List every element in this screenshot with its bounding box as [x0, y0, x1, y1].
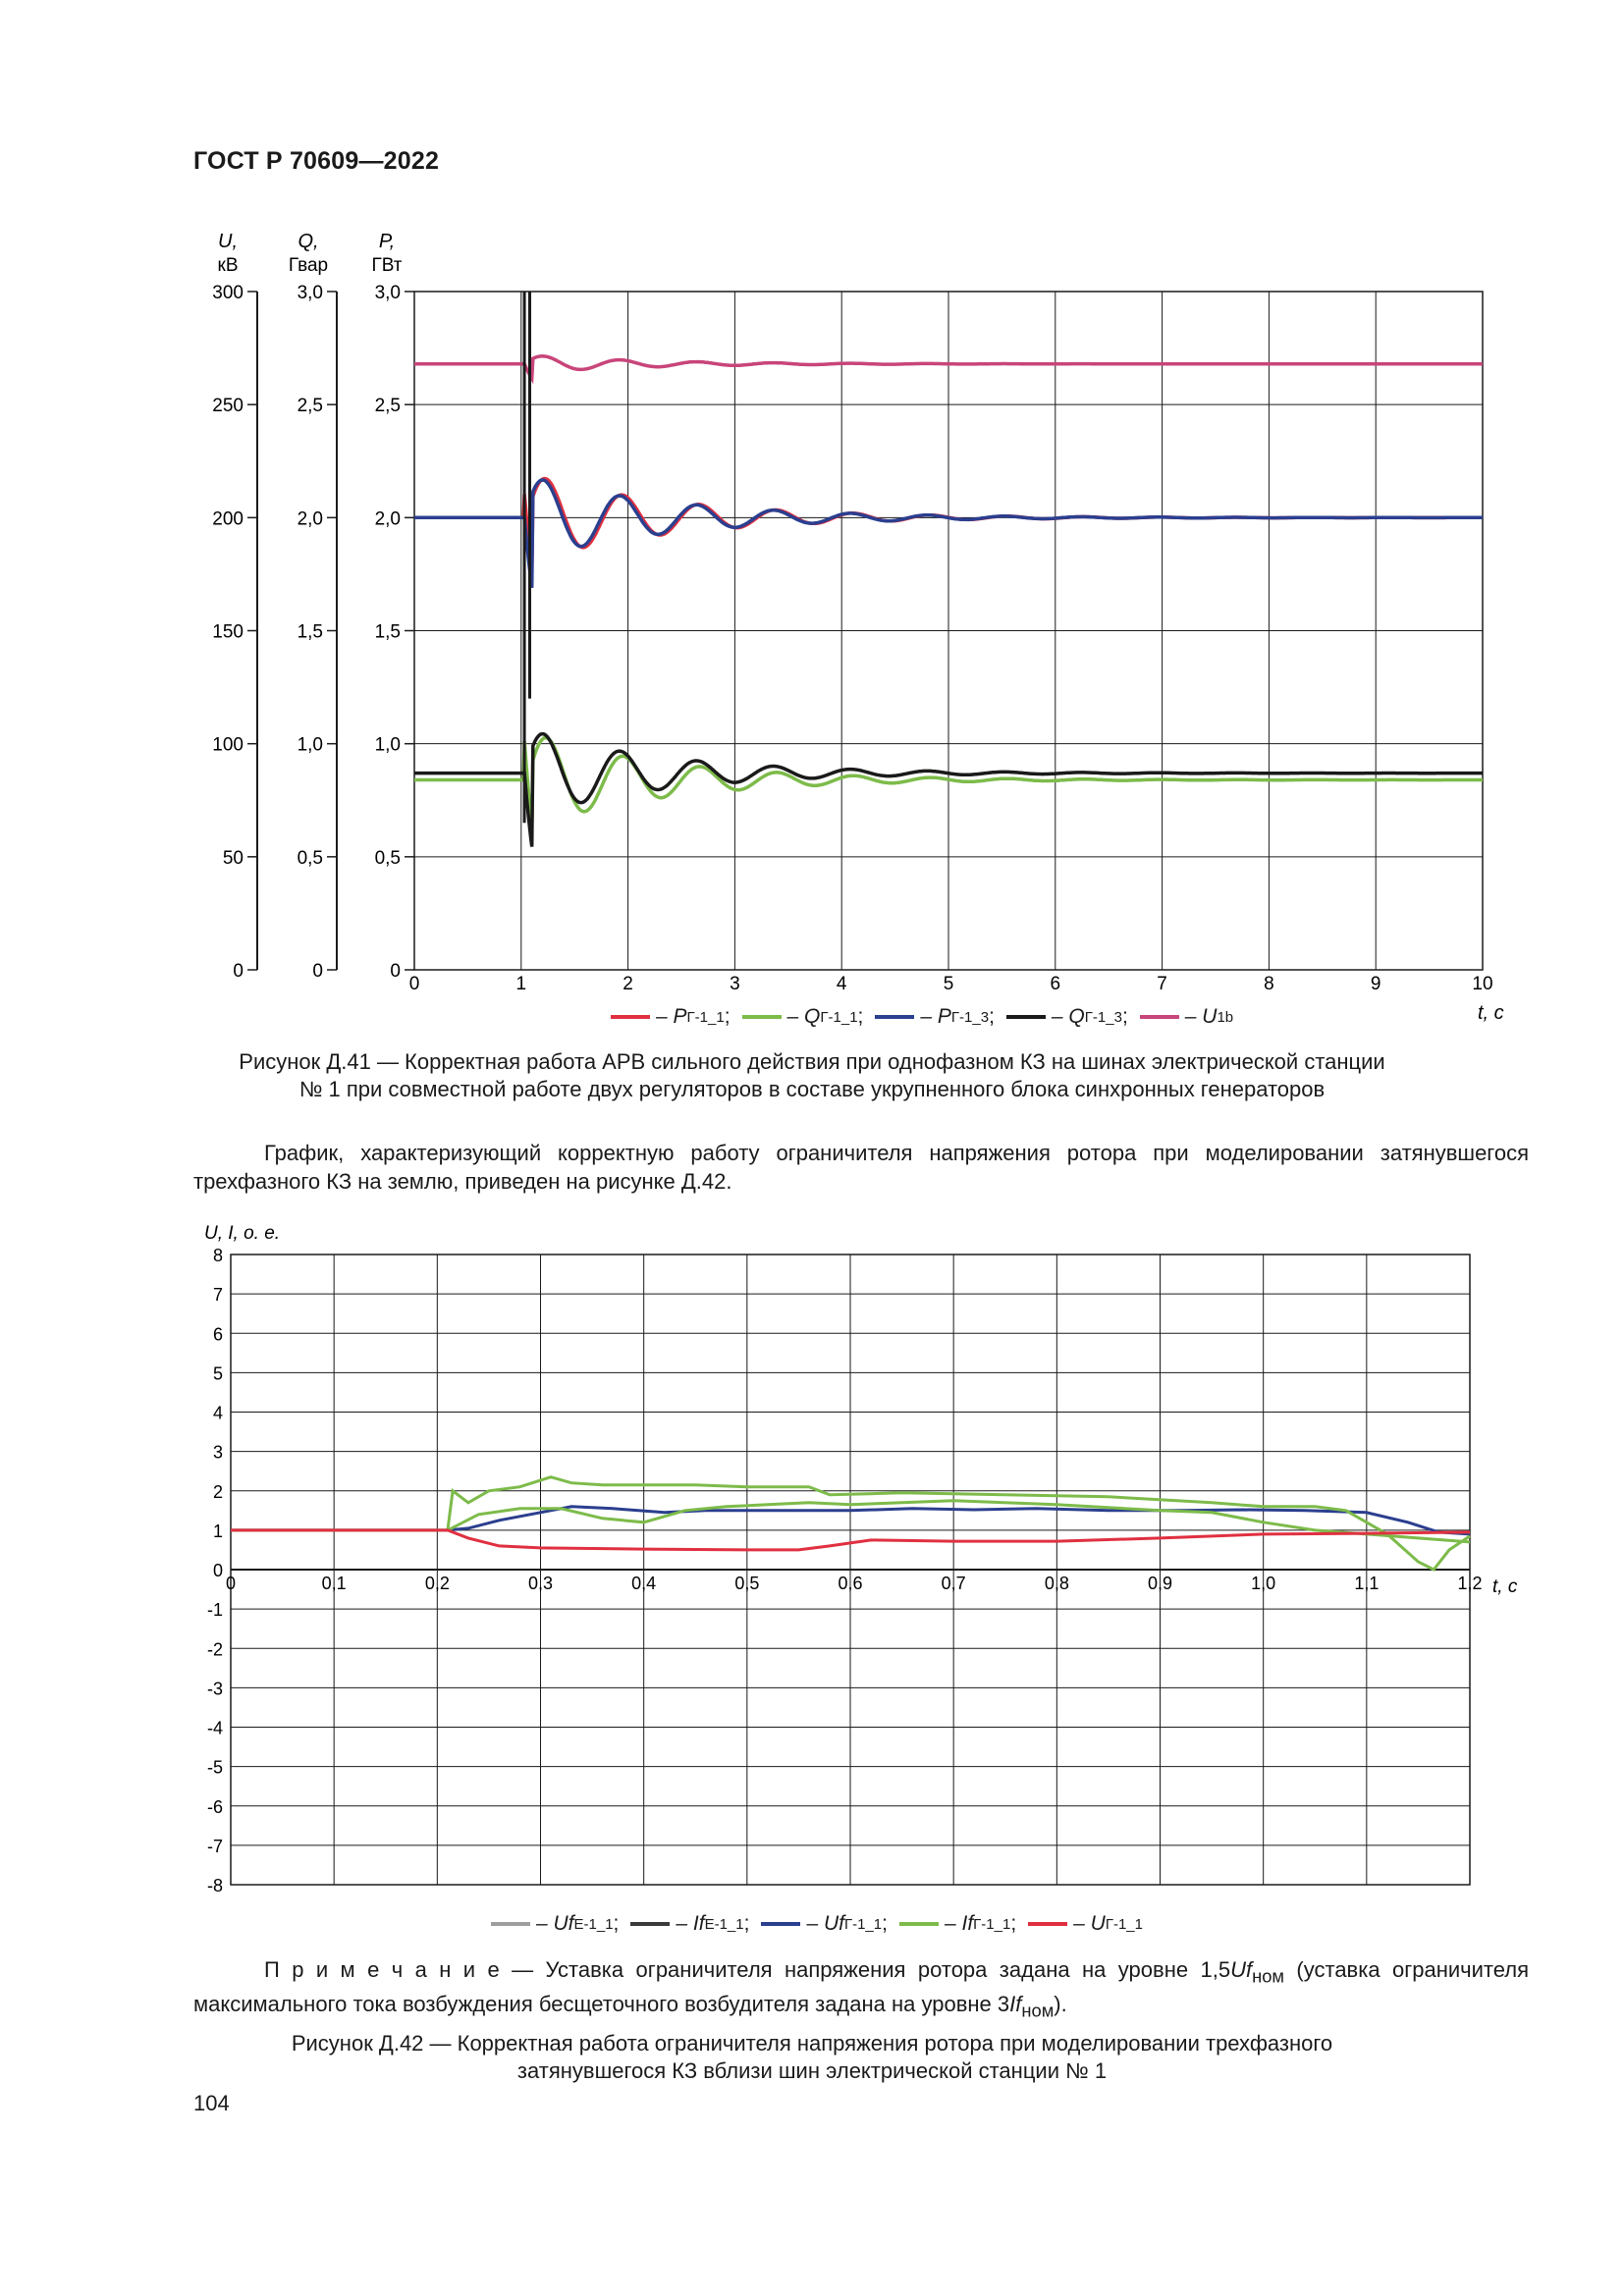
y-tick-label: 250	[212, 396, 244, 417]
figure1-tick-labels	[212, 283, 1492, 994]
x-tick-label: 1,0	[1251, 1574, 1276, 1593]
note-sub: ном	[1021, 2000, 1055, 2021]
figure-d41-chart	[0, 224, 1624, 1039]
y-tick-label: 1,5	[297, 621, 323, 643]
caption-line: Рисунок Д.42 — Корректная работа ограничителя напряжения ротора при моделировании трехфазного	[291, 2031, 1333, 2056]
legend-swatch	[611, 1015, 650, 1019]
figure1-axis-titles	[218, 231, 403, 276]
p-axis-unit: ГВт	[371, 255, 403, 276]
legend-separator: ;	[743, 1912, 750, 1935]
legend-swatch	[875, 1015, 914, 1019]
legend-separator: ;	[613, 1912, 620, 1935]
legend-swatch	[1140, 1015, 1179, 1019]
y-tick-label: 1,5	[374, 621, 401, 643]
y-tick-label: 200	[212, 508, 244, 530]
figure2-caption	[147, 2030, 1477, 2085]
y-tick-label: 0,5	[297, 847, 323, 869]
legend-entry	[1140, 1005, 1233, 1029]
y-tick-label: 0	[390, 961, 401, 982]
y-tick-label: -1	[206, 1600, 223, 1621]
body-paragraph: График, характеризующий корректную работу ограничителя напряжения ротора при моделировании затянувшегося трехфазного КЗ на землю, приведен на рисунке Д.42.	[193, 1141, 1529, 1194]
y-tick-label: -3	[206, 1679, 223, 1699]
legend-label: – If	[944, 1912, 974, 1935]
legend-separator: ;	[857, 1005, 864, 1028]
x-tick-label: 5	[943, 974, 954, 994]
note-lead: П р и м е ч а н и е — Уставка ограничителя напряжения ротора задана на уровне 1,5	[264, 1957, 1231, 1982]
y-tick-label: 300	[212, 283, 244, 303]
figure2-grid	[231, 1255, 1470, 1885]
x-tick-label: 0	[408, 974, 420, 994]
x-tick-label: 10	[1472, 974, 1493, 994]
note-if: If	[1009, 1992, 1022, 2017]
x-tick-label: 8	[1264, 974, 1274, 994]
legend-subscript: Е-1_1	[704, 1915, 744, 1933]
figure2-t-label: t, c	[1492, 1576, 1518, 1597]
x-tick-label: 0	[225, 1574, 237, 1593]
x-tick-label: 0,1	[321, 1574, 347, 1593]
legend-entry	[611, 1005, 731, 1029]
legend-swatch	[630, 1922, 670, 1926]
legend-swatch	[899, 1922, 939, 1926]
y-tick-label: 1,0	[374, 734, 401, 756]
legend-label: – Q	[786, 1005, 821, 1028]
legend-label: – U	[1184, 1005, 1218, 1028]
note-end: ).	[1054, 1992, 1067, 2017]
legend-entry	[875, 1005, 995, 1029]
y-tick-label: 0	[233, 961, 244, 982]
x-tick-label: 2	[623, 974, 633, 994]
x-tick-label: 1,1	[1354, 1574, 1380, 1593]
x-tick-label: 0,3	[527, 1574, 554, 1593]
note-sub: ном	[1252, 1965, 1284, 1987]
legend-entry	[742, 1005, 864, 1029]
y-tick-label: 2,0	[297, 508, 323, 530]
legend-subscript: 1b	[1217, 1008, 1234, 1026]
legend-subscript: Г-1_3	[1084, 1008, 1122, 1026]
legend-label: – U	[1073, 1912, 1106, 1935]
caption-line: затянувшегося КЗ вблизи шин электрической станции № 1	[516, 2058, 1108, 2083]
y-tick-label: -6	[206, 1796, 223, 1817]
legend-subscript: Г-1_1	[843, 1915, 883, 1933]
t-axis-label: t, c	[1478, 1002, 1504, 1024]
caption-line: Рисунок Д.41 — Корректная работа АРВ сильного действия при однофазном КЗ на шинах электрической станции	[239, 1049, 1385, 1074]
x-tick-label: 1,2	[1457, 1574, 1483, 1593]
y-tick-label: 2	[212, 1481, 223, 1502]
y-tick-label: -2	[206, 1639, 223, 1660]
caption-line: № 1 при совместной работе двух регуляторов в составе укрупненного блока синхронных генераторов	[298, 1077, 1326, 1101]
legend-swatch	[491, 1922, 530, 1926]
figure2-axis-title: U, I, о. е.	[204, 1223, 281, 1244]
q-axis-unit: Гвар	[288, 255, 329, 276]
legend-label: – If	[676, 1912, 705, 1935]
y-tick-label: -8	[206, 1876, 223, 1896]
x-tick-label: 0,9	[1147, 1574, 1173, 1593]
y-tick-label: -7	[206, 1836, 223, 1856]
y-tick-label: 3,0	[297, 283, 323, 303]
x-tick-label: 7	[1157, 974, 1167, 994]
document-code: ГОСТ Р 70609—2022	[193, 147, 440, 175]
figure2-note	[193, 1955, 1529, 2025]
y-tick-label: 7	[212, 1285, 223, 1306]
y-tick-label: 6	[212, 1324, 223, 1345]
x-tick-label: 0,4	[631, 1574, 657, 1593]
legend-separator: ;	[989, 1005, 995, 1028]
y-tick-label: 2,5	[374, 396, 401, 417]
legend-swatch	[1028, 1922, 1067, 1926]
x-tick-label: 6	[1050, 974, 1061, 994]
y-tick-label: 0,5	[374, 847, 401, 869]
legend-swatch	[742, 1015, 782, 1019]
legend-label: – Uf	[536, 1912, 574, 1935]
legend-entry	[899, 1912, 1016, 1936]
legend-separator: ;	[1121, 1005, 1128, 1028]
figure2-legend	[491, 1912, 1155, 1936]
legend-entry	[491, 1912, 619, 1936]
x-tick-label: 0,8	[1044, 1574, 1069, 1593]
y-tick-label: 1,0	[297, 734, 323, 756]
legend-entry	[630, 1912, 749, 1936]
y-tick-label: 150	[212, 621, 244, 643]
y-tick-label: 2,0	[374, 508, 401, 530]
y-tick-label: -5	[206, 1757, 223, 1778]
y-tick-label: 100	[212, 734, 244, 756]
y-tick-label: 50	[222, 847, 244, 869]
legend-label: – Uf	[806, 1912, 844, 1935]
y-tick-label: 8	[212, 1246, 223, 1265]
page-number: 104	[193, 2091, 230, 2115]
legend-label: – P	[920, 1005, 951, 1028]
note-uf: Uf	[1230, 1957, 1253, 1982]
y-tick-label: 3,0	[374, 283, 401, 303]
legend-separator: ;	[882, 1912, 888, 1935]
legend-subscript: Г-1_1	[686, 1008, 725, 1026]
legend-separator: ;	[724, 1005, 731, 1028]
figure1-caption	[147, 1048, 1477, 1103]
y-tick-label: 3	[212, 1442, 223, 1463]
legend-label: – Q	[1051, 1005, 1085, 1028]
p-axis-title: P,	[378, 231, 396, 252]
u-axis-title: U,	[218, 231, 238, 252]
legend-entry	[761, 1912, 888, 1936]
legend-separator: ;	[1010, 1912, 1017, 1935]
x-tick-label: 0,2	[424, 1574, 450, 1593]
legend-subscript: Е-1_1	[573, 1915, 614, 1933]
legend-subscript: Г-1_1	[820, 1008, 858, 1026]
x-tick-label: 0,5	[734, 1574, 760, 1593]
legend-swatch	[761, 1922, 800, 1926]
y-tick-label: 0	[312, 961, 323, 982]
x-tick-label: 0,6	[838, 1574, 863, 1593]
note-mid: (уставка ограничителя максимального тока возбуждения бесщеточного возбудителя задана на уровне 3	[193, 1957, 1529, 2017]
legend-entry	[1006, 1005, 1128, 1029]
x-tick-label: 0,7	[941, 1574, 966, 1593]
legend-subscript: Г-1_1	[973, 1915, 1011, 1933]
figure1-legend	[611, 1005, 1245, 1029]
y-tick-label: 0	[212, 1561, 223, 1580]
legend-label: – P	[656, 1005, 687, 1028]
x-tick-label: 3	[730, 974, 740, 994]
figure-d42-chart	[0, 1202, 1624, 1934]
legend-swatch	[1006, 1015, 1046, 1019]
q-axis-title: Q,	[298, 231, 319, 252]
u-axis-unit: кВ	[217, 255, 239, 276]
x-tick-label: 1	[515, 974, 527, 994]
legend-subscript: Г-1_1	[1105, 1915, 1143, 1933]
y-tick-label: 1	[212, 1521, 223, 1541]
y-tick-label: 2,5	[297, 396, 323, 417]
y-tick-label: -4	[206, 1718, 223, 1738]
y-tick-label: 4	[212, 1403, 223, 1423]
x-tick-label: 4	[836, 974, 847, 994]
legend-subscript: Г-1_3	[950, 1008, 990, 1026]
x-tick-label: 9	[1370, 974, 1381, 994]
figure1-grid	[247, 292, 1483, 970]
y-tick-label: 5	[212, 1363, 223, 1384]
legend-entry	[1028, 1912, 1143, 1936]
